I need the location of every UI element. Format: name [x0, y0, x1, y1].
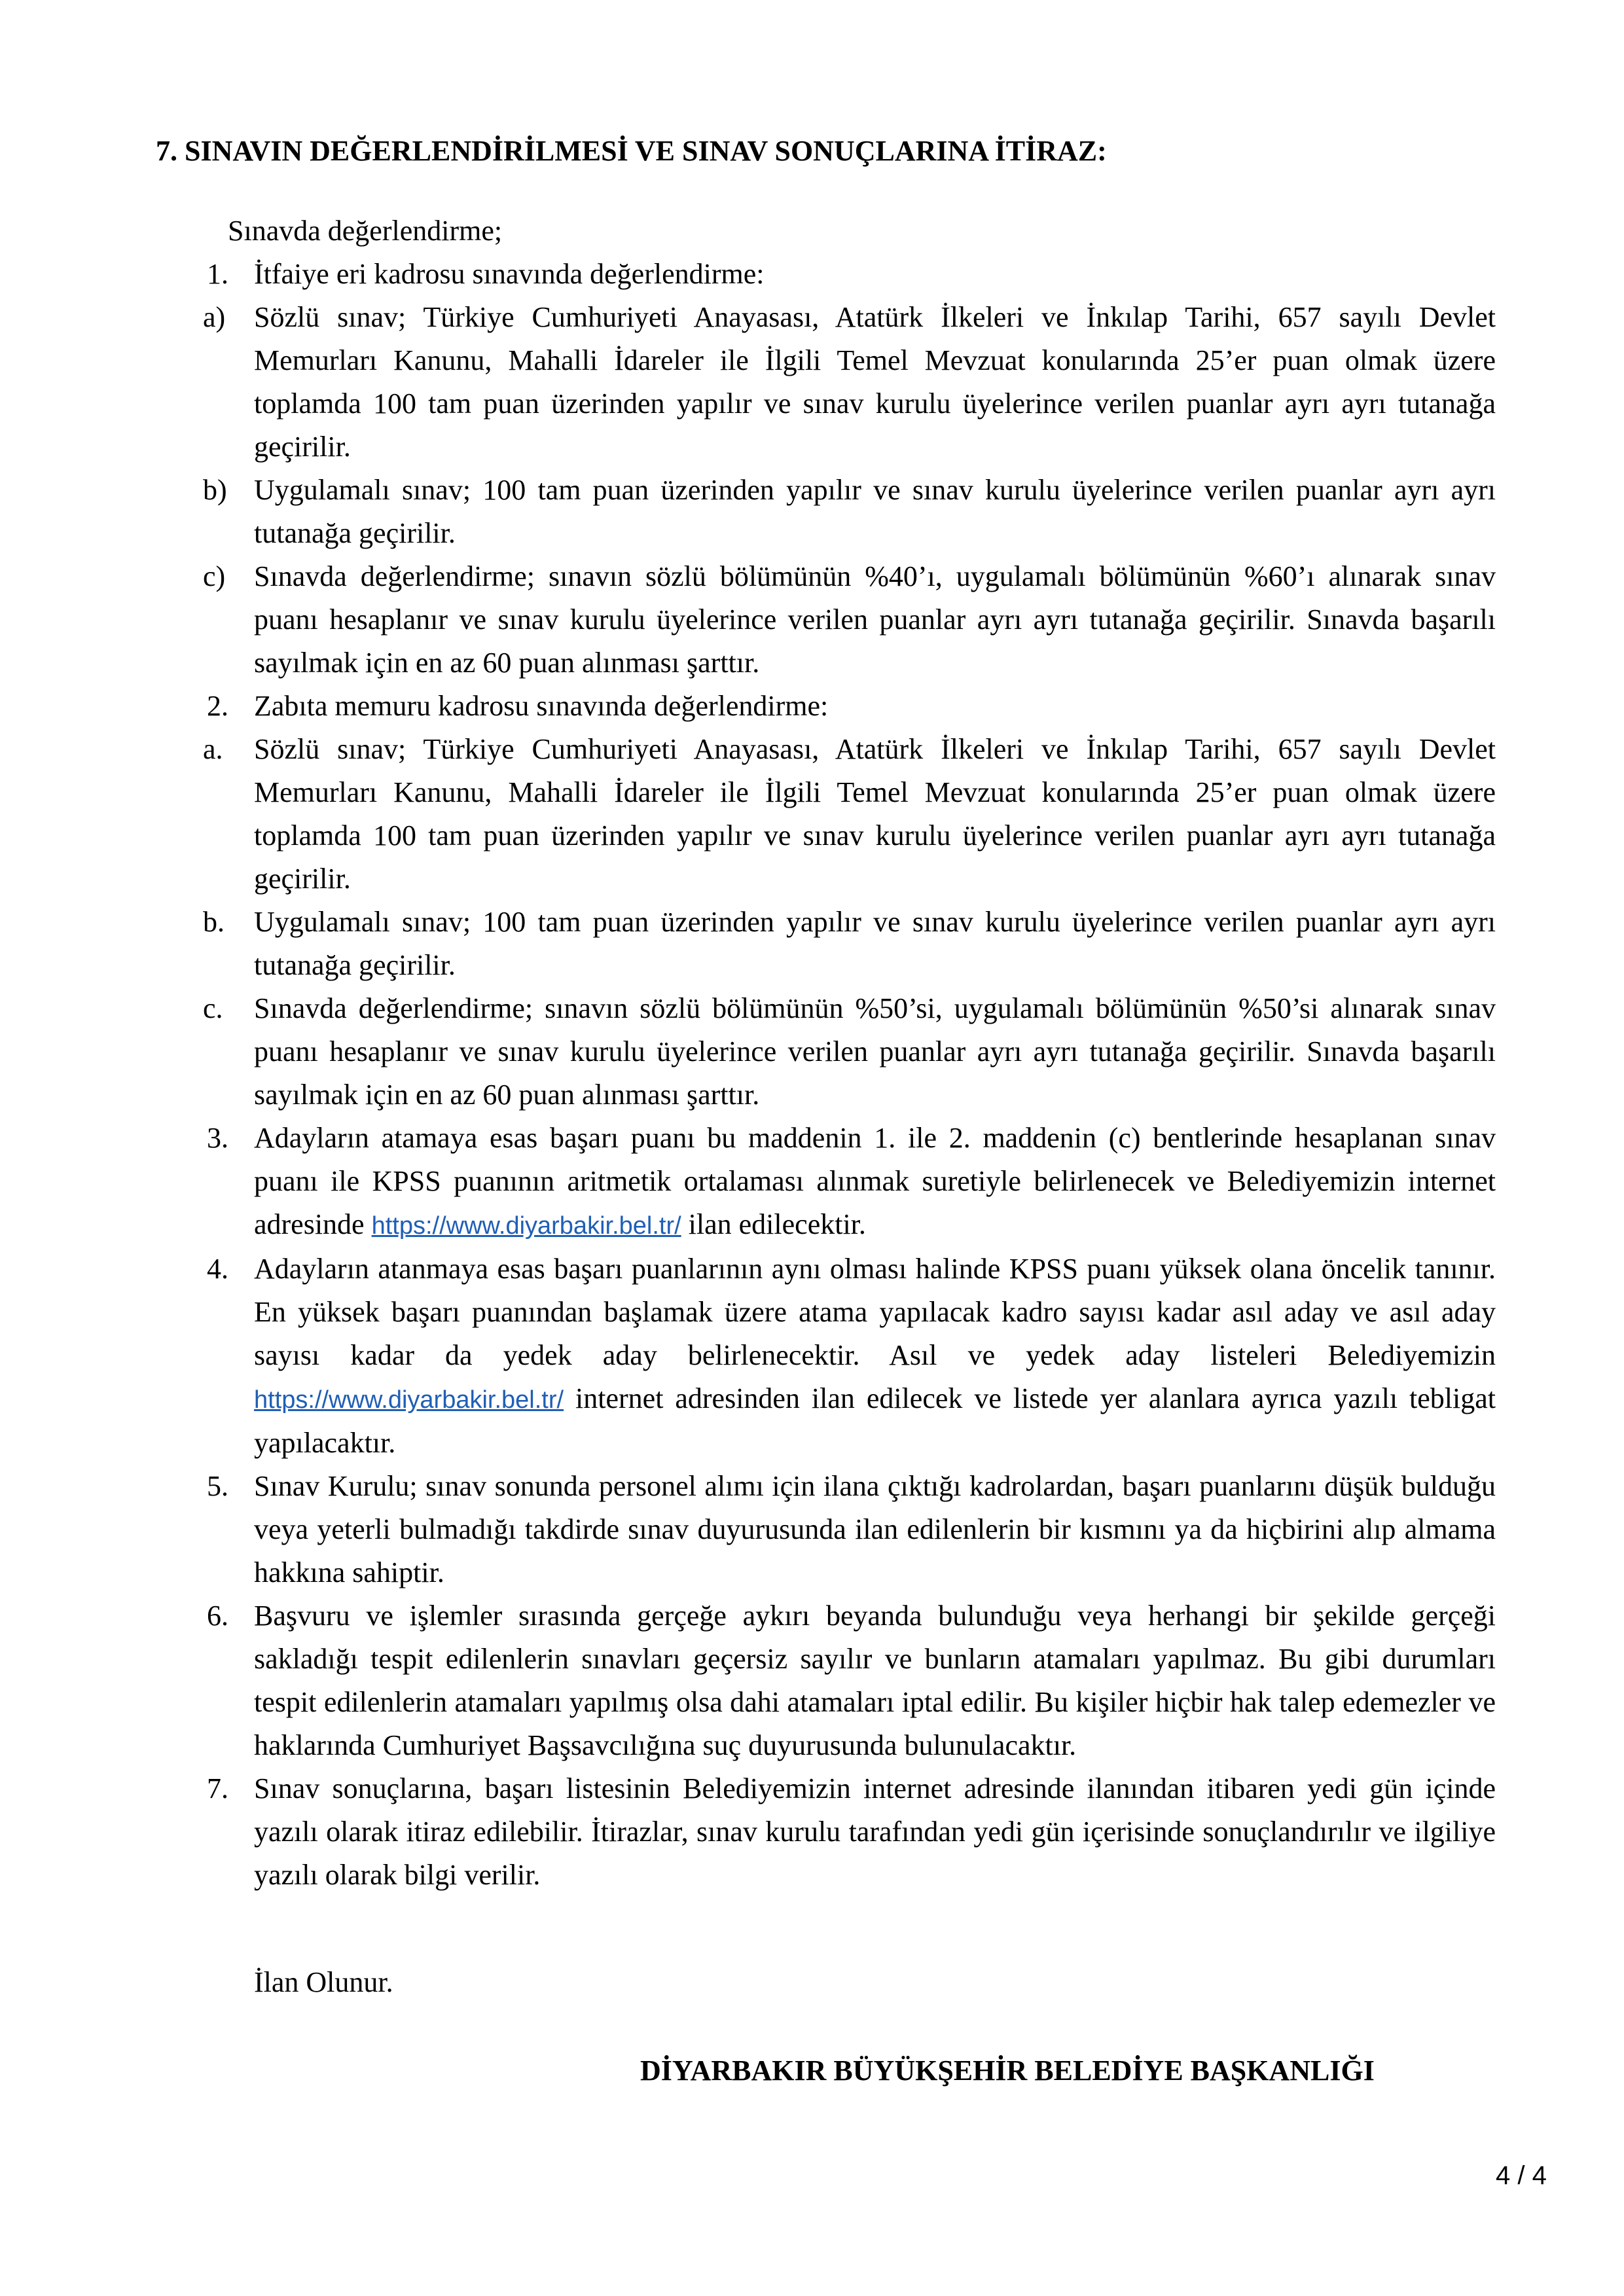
- list-item-text: Sınav sonuçlarına, başarı listesinin Belediyemizin internet adresinde ilanından itibaren yedi gün içinde yazılı olarak itiraz edilebilir. İtirazlar, sınav kurulu tarafından yedi gün içerisinde sonuçlandırılır ve ilgiliye yazılı olarak bilgi verilir.: [254, 1772, 1496, 1891]
- list-marker: 7.: [207, 1772, 228, 1804]
- list-item-7: [203, 1767, 1496, 1897]
- list-item-text: Sözlü sınav; Türkiye Cumhuriyeti Anayasası, Atatürk İlkeleri ve İnkılap Tarihi, 657 sayılı Devlet Memurları Kanunu, Mahalli İdareler ile İlgili Temel Mevzuat konularında 25’er puan olmak üzere toplamda 100 tam puan üzerinden yapılır ve sınav kurulu üyelerince verilen puanlar ayrı ayrı tutanağa geçirilir.: [254, 733, 1496, 895]
- list-marker: a.: [203, 733, 223, 765]
- website-link[interactable]: https://www.diyarbakir.bel.tr/: [371, 1212, 681, 1240]
- list-marker: c): [203, 560, 226, 592]
- list-marker: a): [203, 301, 226, 333]
- list-item-text: Sınav Kurulu; sınav sonunda personel alımı için ilana çıktığı kadrolardan, başarı puanlarını düşük bulduğu veya yeterli bulmadığı takdirde sınav duyurusunda ilan edilenlerin bir kısmını ya da hiçbirini alıp almama hakkına sahiptir.: [254, 1470, 1496, 1588]
- evaluation-list: [203, 253, 1496, 1897]
- page-number: 4 / 4: [1496, 2161, 1547, 2190]
- list-item-1c: [203, 555, 1496, 685]
- list-item-6: [203, 1594, 1496, 1767]
- intro-text: Sınavda değerlendirme;: [228, 215, 503, 247]
- list-marker: b.: [203, 906, 225, 938]
- website-link[interactable]: https://www.diyarbakir.bel.tr/: [254, 1386, 564, 1414]
- list-item-text: Adayların atamaya esas başarı puanı bu maddenin 1. ile 2. maddenin (c) bentlerinde hesaplanan sınav puanı ile KPSS puanının aritmetik ortalaması alınmak suretiyle belirlenecek ve Belediyemizin internet adresinde: [254, 1122, 1496, 1240]
- list-item-2c: [203, 987, 1496, 1117]
- list-item-text: Uygulamalı sınav; 100 tam puan üzerinden yapılır ve sınav kurulu üyelerince verilen puanlar ayrı ayrı tutanağa geçirilir.: [254, 906, 1496, 981]
- list-item-1b: [203, 469, 1496, 555]
- list-item-text: Zabıta memuru kadrosu sınavında değerlendirme:: [254, 690, 829, 722]
- list-marker: 4.: [207, 1253, 228, 1285]
- list-item-text: Sınavda değerlendirme; sınavın sözlü bölümünün %50’si, uygulamalı bölümünün %50’si alınarak sınav puanı hesaplanır ve sınav kurulu üyelerince verilen puanlar ayrı ayrı tutanağa geçirilir. Sınavda başarılı sayılmak için en az 60 puan alınması şarttır.: [254, 992, 1496, 1111]
- list-marker: 6.: [207, 1600, 228, 1632]
- list-item-text: Uygulamalı sınav; 100 tam puan üzerinden yapılır ve sınav kurulu üyelerince verilen puanlar ayrı ayrı tutanağa geçirilir.: [254, 474, 1496, 549]
- list-marker: 2.: [207, 690, 228, 722]
- list-marker: b): [203, 474, 227, 506]
- list-item-2b: [203, 901, 1496, 987]
- list-item-4: [203, 1247, 1496, 1465]
- list-item-text: Sözlü sınav; Türkiye Cumhuriyeti Anayasası, Atatürk İlkeleri ve İnkılap Tarihi, 657 sayılı Devlet Memurları Kanunu, Mahalli İdareler ile İlgili Temel Mevzuat konularında 25’er puan olmak üzere toplamda 100 tam puan üzerinden yapılır ve sınav kurulu üyelerince verilen puanlar ayrı ayrı tutanağa geçirilir.: [254, 301, 1496, 463]
- list-item-1: [203, 253, 1496, 296]
- list-item-text-end: ilan edilecektir.: [681, 1208, 866, 1240]
- list-item-5: [203, 1465, 1496, 1594]
- list-item-1a: [203, 296, 1496, 469]
- closing-text: İlan Olunur.: [254, 1966, 393, 1998]
- list-marker: 1.: [207, 258, 228, 290]
- list-marker: 3.: [207, 1122, 228, 1154]
- list-item-text: Başvuru ve işlemler sırasında gerçeğe aykırı beyanda bulunduğu veya herhangi bir şekilde gerçeği sakladığı tespit edilenlerin sınavları geçersiz sayılır ve bunların atamaları yapılmaz. Bu gibi durumları tespit edilenlerin atamaları yapılmış olsa dahi atamaları iptal edilir. Bu kişiler hiçbir hak talep edemezler ve haklarında Cumhuriyet Başsavcılığına suç duyurusunda bulunulacaktır.: [254, 1600, 1496, 1761]
- list-item-text-end: internet adresinden ilan edilecek ve listede yer alanlara ayrıca yazılı tebligat yapılacaktır.: [254, 1382, 1496, 1459]
- list-item-text: İtfaiye eri kadrosu sınavında değerlendirme:: [254, 258, 765, 290]
- list-item-3: [203, 1117, 1496, 1247]
- list-marker: c.: [203, 992, 223, 1024]
- list-item-2: [203, 685, 1496, 728]
- list-item-text: Adayların atanmaya esas başarı puanlarının aynı olması halinde KPSS puanı yüksek olana öncelik tanınır. En yüksek başarı puanından başlamak üzere atama yapılacak kadro sayısı kadar asıl aday ve asıl aday sayısı kadar da yedek aday belirlenecektir. Asıl ve yedek aday listeleri Belediyemizin: [254, 1253, 1496, 1371]
- section-heading: 7. SINAVIN DEĞERLENDİRİLMESİ VE SINAV SONUÇLARINA İTİRAZ:: [156, 135, 1107, 167]
- list-item-text: Sınavda değerlendirme; sınavın sözlü bölümünün %40’ı, uygulamalı bölümünün %60’ı alınarak sınav puanı hesaplanır ve sınav kurulu üyelerince verilen puanlar ayrı ayrı tutanağa geçirilir. Sınavda başarılı sayılmak için en az 60 puan alınması şarttır.: [254, 560, 1496, 679]
- issuer-signature: DİYARBAKIR BÜYÜKŞEHİR BELEDİYE BAŞKANLIĞI: [640, 2054, 1375, 2087]
- list-item-2a: [203, 728, 1496, 901]
- list-marker: 5.: [207, 1470, 228, 1502]
